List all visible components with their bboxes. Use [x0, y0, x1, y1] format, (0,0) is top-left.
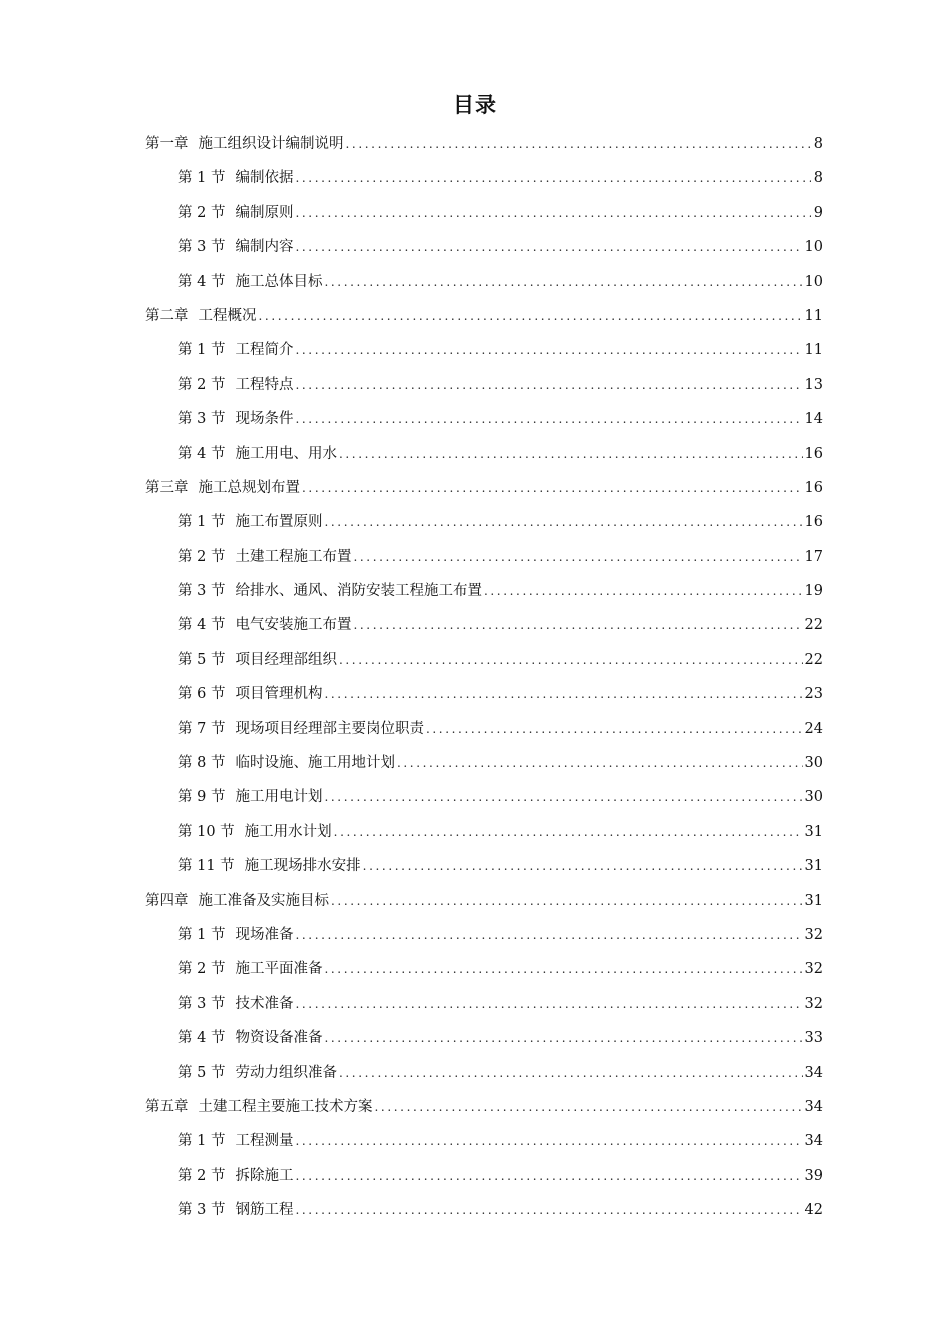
toc-entry-title: 工程简介 — [235, 342, 294, 359]
toc-chapter-entry[interactable] — [145, 127, 823, 161]
toc-dot-leader — [339, 1056, 803, 1090]
toc-dot-leader — [353, 608, 802, 642]
toc-entry-title: 工程特点 — [235, 376, 294, 393]
toc-entry-number: 第 4 节 — [178, 617, 226, 634]
toc-entry-page: 13 — [804, 376, 823, 393]
toc-entry-title: 项目管理机构 — [235, 686, 323, 703]
toc-entry-page: 30 — [804, 755, 823, 772]
toc-entry-title: 拆除施工 — [235, 1167, 294, 1184]
toc-entry-title: 土建工程主要施工技术方案 — [198, 1098, 373, 1115]
toc-entry-number: 第 6 节 — [178, 686, 226, 703]
toc-section-entry[interactable] — [145, 1124, 823, 1158]
toc-section-entry[interactable] — [145, 608, 823, 642]
toc-section-entry[interactable] — [145, 1159, 823, 1193]
toc-entry-number: 第一章 — [145, 136, 189, 152]
toc-dot-leader — [363, 849, 803, 883]
toc-section-entry[interactable] — [145, 161, 823, 195]
toc-section-entry[interactable] — [145, 712, 823, 746]
toc-section-entry[interactable] — [145, 780, 823, 814]
toc-entry-page: 14 — [804, 411, 823, 428]
toc-entry-number: 第 7 节 — [178, 720, 226, 737]
toc-dot-leader — [302, 471, 803, 505]
toc-entry-title: 施工总体目标 — [235, 273, 323, 290]
toc-section-entry[interactable] — [145, 230, 823, 264]
toc-section-entry[interactable] — [145, 1193, 823, 1227]
toc-section-entry[interactable] — [145, 574, 823, 608]
toc-entry-title: 项目经理部组织 — [235, 651, 337, 668]
toc-entry-title: 施工用电、用水 — [235, 445, 337, 462]
toc-dot-leader — [295, 987, 802, 1021]
toc-dot-leader — [397, 746, 803, 780]
toc-dot-leader — [295, 333, 802, 367]
toc-entry-page: 11 — [804, 342, 823, 359]
toc-section-entry[interactable] — [145, 815, 823, 849]
toc-entry-number: 第 4 节 — [178, 273, 226, 290]
toc-dot-leader — [324, 1021, 802, 1055]
toc-chapter-entry[interactable] — [145, 1090, 823, 1124]
toc-entry-page: 22 — [804, 617, 823, 634]
toc-entry-number: 第 1 节 — [178, 342, 226, 359]
toc-entry-page: 33 — [804, 1030, 823, 1047]
toc-entry-number: 第五章 — [145, 1098, 189, 1115]
toc-entry-page: 42 — [804, 1202, 823, 1219]
toc-dot-leader — [324, 505, 802, 539]
toc-section-entry[interactable] — [145, 540, 823, 574]
toc-entry-title: 编制依据 — [235, 170, 294, 187]
toc-entry-number: 第 1 节 — [178, 514, 226, 531]
toc-entry-number: 第 1 节 — [178, 926, 226, 943]
toc-dot-leader — [295, 918, 802, 952]
toc-entry-number: 第 3 节 — [178, 411, 226, 428]
toc-entry-page: 16 — [804, 514, 823, 531]
toc-entry-page: 31 — [804, 892, 823, 909]
toc-entry-title: 现场准备 — [235, 926, 294, 943]
toc-entry-page: 39 — [804, 1167, 823, 1184]
toc-entry-title: 工程测量 — [235, 1133, 294, 1150]
toc-entry-title: 物资设备准备 — [235, 1030, 323, 1047]
toc-entry-title: 现场条件 — [235, 411, 294, 428]
toc-dot-leader — [324, 677, 802, 711]
toc-section-entry[interactable] — [145, 437, 823, 471]
toc-entry-title: 编制原则 — [235, 204, 294, 221]
toc-entry-number: 第 2 节 — [178, 1167, 226, 1184]
toc-section-entry[interactable] — [145, 505, 823, 539]
toc-entry-number: 第 11 节 — [178, 858, 235, 875]
toc-entry-number: 第 3 节 — [178, 1202, 226, 1219]
toc-entry-page: 24 — [804, 720, 823, 737]
toc-dot-leader — [324, 952, 802, 986]
toc-entry-page: 10 — [804, 273, 823, 290]
toc-entry-title: 劳动力组织准备 — [235, 1064, 337, 1081]
toc-entry-page: 8 — [813, 136, 823, 152]
toc-dot-leader — [295, 1159, 802, 1193]
toc-entry-page: 34 — [804, 1064, 823, 1081]
toc-section-entry[interactable] — [145, 677, 823, 711]
toc-entry-number: 第 2 节 — [178, 376, 226, 393]
toc-entry-title: 施工准备及实施目标 — [198, 892, 329, 909]
toc-section-entry[interactable] — [145, 1021, 823, 1055]
toc-entry-title: 电气安装施工布置 — [235, 617, 352, 634]
toc-section-entry[interactable] — [145, 1056, 823, 1090]
toc-entry-title: 技术准备 — [235, 995, 294, 1012]
toc-dot-leader — [339, 437, 803, 471]
toc-dot-leader — [334, 815, 803, 849]
toc-entry-number: 第 4 节 — [178, 1030, 226, 1047]
toc-entry-page: 16 — [804, 479, 823, 496]
toc-entry-number: 第 3 节 — [178, 995, 226, 1012]
toc-entry-number: 第 5 节 — [178, 1064, 226, 1081]
toc-title: 目录 — [453, 93, 497, 117]
toc-section-entry[interactable] — [145, 333, 823, 367]
toc-entry-title: 施工用电计划 — [235, 789, 323, 806]
toc-dot-leader — [295, 161, 811, 195]
toc-chapter-entry[interactable] — [145, 471, 823, 505]
toc-entry-title: 钢筋工程 — [235, 1202, 294, 1219]
toc-entry-page: 34 — [804, 1098, 823, 1115]
toc-entry-page: 17 — [804, 548, 823, 565]
toc-entry-page: 10 — [804, 239, 823, 256]
toc-entry-page: 22 — [804, 651, 823, 668]
toc-entry-title: 施工总规划布置 — [198, 479, 300, 496]
toc-entry-title: 土建工程施工布置 — [235, 548, 352, 565]
toc-entry-page: 31 — [804, 858, 823, 875]
toc-entry-page: 30 — [804, 789, 823, 806]
toc-entry-title: 施工组织设计编制说明 — [198, 136, 344, 152]
toc-entry-number: 第 1 节 — [178, 170, 226, 187]
toc-dot-leader — [295, 402, 802, 436]
toc-entry-title: 工程概况 — [198, 307, 257, 324]
toc-dot-leader — [426, 712, 803, 746]
toc-entry-number: 第四章 — [145, 892, 189, 909]
toc-entry-page: 16 — [804, 445, 823, 462]
toc-dot-leader — [259, 299, 803, 333]
toc-entry-title: 给排水、通风、消防安装工程施工布置 — [235, 583, 482, 600]
toc-entry-title: 现场项目经理部主要岗位职责 — [235, 720, 424, 737]
toc-entry-number: 第二章 — [145, 307, 189, 324]
toc-entry-page: 32 — [804, 995, 823, 1012]
toc-dot-leader — [295, 1193, 802, 1227]
toc-entry-title: 施工平面准备 — [235, 961, 323, 978]
toc-section-entry[interactable] — [145, 952, 823, 986]
toc-entry-number: 第 8 节 — [178, 755, 226, 772]
toc-entry-number: 第 4 节 — [178, 445, 226, 462]
toc-dot-leader — [295, 196, 811, 230]
toc-chapter-entry[interactable] — [145, 299, 823, 333]
toc-entry-page: 34 — [804, 1133, 823, 1150]
toc-dot-leader — [375, 1090, 803, 1124]
toc-dot-leader — [331, 884, 803, 918]
toc-entry-title: 临时设施、施工用地计划 — [235, 755, 395, 772]
toc-entry-number: 第三章 — [145, 479, 189, 496]
toc-section-entry[interactable] — [145, 368, 823, 402]
toc-dot-leader — [484, 574, 803, 608]
toc-entry-number: 第 2 节 — [178, 204, 226, 221]
toc-entry-number: 第 1 节 — [178, 1133, 226, 1150]
toc-entry-page: 31 — [804, 823, 823, 840]
toc-entry-title: 施工现场排水安排 — [244, 858, 361, 875]
toc-dot-leader — [295, 230, 802, 264]
toc-entry-number: 第 3 节 — [178, 239, 226, 256]
toc-entry-page: 8 — [813, 170, 823, 187]
toc-entry-title: 施工用水计划 — [244, 823, 332, 840]
toc-dot-leader — [346, 127, 812, 161]
toc-section-entry[interactable] — [145, 643, 823, 677]
toc-section-entry[interactable] — [145, 918, 823, 952]
toc-entry-number: 第 2 节 — [178, 548, 226, 565]
toc-section-entry[interactable] — [145, 849, 823, 883]
toc-chapter-entry[interactable] — [145, 884, 823, 918]
toc-section-entry[interactable] — [145, 402, 823, 436]
toc-entry-number: 第 10 节 — [178, 823, 235, 840]
toc-section-entry[interactable] — [145, 265, 823, 299]
toc-section-entry[interactable] — [145, 746, 823, 780]
toc-section-entry[interactable] — [145, 196, 823, 230]
toc-entry-page: 9 — [813, 204, 823, 221]
toc-entry-page: 19 — [804, 583, 823, 600]
toc-entry-number: 第 2 节 — [178, 961, 226, 978]
toc-entry-page: 23 — [804, 686, 823, 703]
toc-dot-leader — [324, 780, 802, 814]
toc-entry-page: 32 — [804, 926, 823, 943]
toc-dot-leader — [353, 540, 802, 574]
toc-entry-page: 11 — [804, 307, 823, 324]
table-of-contents — [145, 127, 823, 1228]
toc-entry-page: 32 — [804, 961, 823, 978]
toc-entry-number: 第 3 节 — [178, 583, 226, 600]
toc-dot-leader — [324, 265, 802, 299]
toc-dot-leader — [339, 643, 803, 677]
toc-entry-number: 第 9 节 — [178, 789, 226, 806]
toc-section-entry[interactable] — [145, 987, 823, 1021]
toc-dot-leader — [295, 1124, 802, 1158]
toc-entry-number: 第 5 节 — [178, 651, 226, 668]
toc-dot-leader — [295, 368, 802, 402]
toc-entry-title: 编制内容 — [235, 239, 294, 256]
toc-entry-title: 施工布置原则 — [235, 514, 323, 531]
